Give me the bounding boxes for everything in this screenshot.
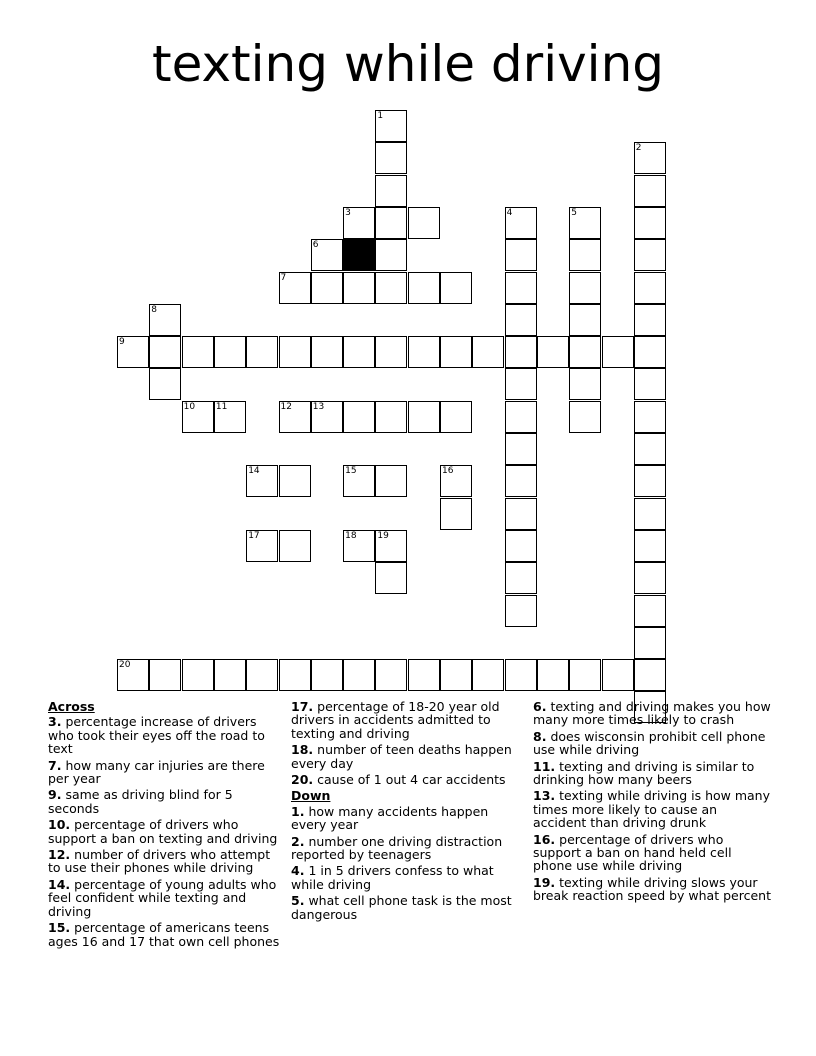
grid-cell[interactable] xyxy=(375,659,407,691)
grid-cell[interactable] xyxy=(246,336,278,368)
grid-cell[interactable] xyxy=(440,272,472,304)
clue-text: does wisconsin prohibit cell phone use while driving xyxy=(533,728,766,758)
grid-cell[interactable] xyxy=(634,659,666,691)
clues-column-1 xyxy=(48,700,280,951)
clue-number: 19 xyxy=(377,530,389,541)
clues-column-2 xyxy=(291,700,523,924)
clue-label: 17. xyxy=(291,699,314,714)
grid-cell[interactable] xyxy=(505,562,537,594)
grid-cell[interactable] xyxy=(182,401,214,433)
grid-cell[interactable] xyxy=(408,336,440,368)
grid-cell[interactable] xyxy=(505,239,537,271)
grid-cell[interactable] xyxy=(634,627,666,659)
clue-text: percentage increase of drivers who took their eyes off the road to text xyxy=(48,714,265,757)
grid-cell[interactable] xyxy=(246,465,278,497)
clue-item xyxy=(291,894,523,921)
grid-cell[interactable] xyxy=(279,401,311,433)
clue-item xyxy=(533,833,771,873)
grid-cell[interactable] xyxy=(569,336,601,368)
clue-label: 5. xyxy=(291,893,305,909)
clue-item xyxy=(533,730,771,757)
clue-number: 3 xyxy=(345,207,351,218)
clue-label: 3. xyxy=(48,714,62,730)
grid-cell[interactable] xyxy=(149,336,181,368)
grid-cell[interactable] xyxy=(343,207,375,239)
grid-cell[interactable] xyxy=(343,530,375,562)
grid-cell[interactable] xyxy=(311,659,343,691)
grid-cell[interactable] xyxy=(343,659,375,691)
grid-cell[interactable] xyxy=(634,433,666,465)
clue-number: 6 xyxy=(312,240,319,251)
grid-cell[interactable] xyxy=(214,401,246,433)
clue-label: 13. xyxy=(533,788,556,804)
grid-cell[interactable] xyxy=(343,336,375,368)
grid-cell[interactable] xyxy=(505,401,537,433)
clue-item xyxy=(48,788,280,815)
grid-cell[interactable] xyxy=(634,401,666,433)
grid-cell[interactable] xyxy=(634,368,666,400)
clue-item xyxy=(48,878,280,918)
clue-label: 18. xyxy=(291,742,314,758)
clue-number: 16 xyxy=(442,466,454,477)
clue-text: percentage of 18-20 year old drivers in accidents admitted to texting and driving xyxy=(291,699,500,741)
grid-cell[interactable] xyxy=(634,336,666,368)
grid-cell[interactable] xyxy=(505,336,537,368)
grid-cell[interactable] xyxy=(537,336,569,368)
grid-cell[interactable] xyxy=(214,659,246,691)
clue-text: percentage of drivers who support a ban on hand held cell phone use while driving xyxy=(533,831,732,874)
clue-item xyxy=(533,876,771,903)
grid-cell[interactable] xyxy=(440,498,472,530)
clue-item xyxy=(48,921,280,948)
clue-number: 13 xyxy=(312,401,325,412)
grid-cell[interactable] xyxy=(505,530,537,562)
grid-cell[interactable] xyxy=(505,272,537,304)
clue-label: 12. xyxy=(48,847,71,863)
section-heading: Across xyxy=(48,699,95,714)
grid-cell[interactable] xyxy=(505,595,537,627)
clue-number: 12 xyxy=(280,401,292,412)
clue-text: what cell phone task is the most dangerous xyxy=(291,893,512,922)
clue-number: 4 xyxy=(506,207,513,218)
clue-number: 2 xyxy=(635,143,642,154)
clue-label: 4. xyxy=(291,863,305,879)
clue-item xyxy=(533,760,771,787)
grid-cell[interactable] xyxy=(375,175,407,207)
grid-cell[interactable] xyxy=(343,401,375,433)
grid-cell[interactable] xyxy=(375,530,407,562)
grid-cell[interactable] xyxy=(149,304,181,336)
grid-cell[interactable] xyxy=(311,336,343,368)
clue-text: number one driving distraction reported by teenagers xyxy=(291,833,503,863)
grid-cell[interactable] xyxy=(569,401,601,433)
clue-text: how many accidents happen every year xyxy=(291,803,489,833)
grid-cell[interactable] xyxy=(569,368,601,400)
clue-item xyxy=(48,848,280,875)
grid-cell[interactable] xyxy=(343,272,375,304)
clue-number: 17 xyxy=(248,530,260,541)
grid-cell[interactable] xyxy=(375,110,407,142)
grid-cell[interactable] xyxy=(569,272,601,304)
clue-text: how many car injuries are there per year xyxy=(48,757,265,787)
grid-cell[interactable] xyxy=(375,465,407,497)
grid-cell[interactable] xyxy=(505,659,537,691)
clue-item xyxy=(48,715,280,755)
clue-item xyxy=(291,805,523,832)
clue-item xyxy=(291,835,523,862)
grid-cell[interactable] xyxy=(311,401,343,433)
grid-cell[interactable] xyxy=(408,207,440,239)
grid-cell[interactable] xyxy=(408,401,440,433)
grid-cell[interactable] xyxy=(634,562,666,594)
grid-cell[interactable] xyxy=(569,239,601,271)
grid-cell[interactable] xyxy=(375,562,407,594)
clue-number: 20 xyxy=(119,660,131,671)
clue-text: cause of 1 out 4 car accidents xyxy=(317,772,506,788)
black-square xyxy=(343,239,375,271)
grid-cell[interactable] xyxy=(214,336,246,368)
clue-label: 19. xyxy=(533,874,556,890)
grid-cell[interactable] xyxy=(440,336,472,368)
clue-text: percentage of drivers who support a ban on texting and driving xyxy=(48,817,278,846)
clue-item xyxy=(291,743,523,770)
clue-number: 8 xyxy=(151,304,158,315)
grid-cell[interactable] xyxy=(182,336,214,368)
clue-item xyxy=(291,700,523,740)
clue-text: percentage of young adults who feel confident while texting and driving xyxy=(48,876,277,919)
clue-label: 6. xyxy=(533,699,547,714)
grid-cell[interactable] xyxy=(634,175,666,207)
grid-cell[interactable] xyxy=(311,272,343,304)
grid-cell[interactable] xyxy=(569,659,601,691)
grid-cell[interactable] xyxy=(375,401,407,433)
clue-label: 8. xyxy=(533,728,547,744)
grid-cell[interactable] xyxy=(117,336,149,368)
clue-label: 10. xyxy=(48,817,71,833)
grid-cell[interactable] xyxy=(408,659,440,691)
grid-cell[interactable] xyxy=(472,659,504,691)
grid-cell[interactable] xyxy=(602,336,634,368)
clue-label: 14. xyxy=(48,876,71,892)
grid-cell[interactable] xyxy=(505,498,537,530)
grid-cell[interactable] xyxy=(634,498,666,530)
clue-label: 16. xyxy=(533,831,556,847)
clue-text: texting and driving makes you how many more times likely to crash xyxy=(533,699,771,728)
clue-item xyxy=(291,864,523,891)
clue-number: 18 xyxy=(345,530,357,541)
grid-cell[interactable] xyxy=(505,433,537,465)
grid-cell[interactable] xyxy=(440,465,472,497)
grid-cell[interactable] xyxy=(408,272,440,304)
clue-item xyxy=(291,773,523,786)
clue-number: 7 xyxy=(280,272,287,283)
grid-cell[interactable] xyxy=(505,465,537,497)
clue-label: 9. xyxy=(48,787,62,803)
clue-text: texting and driving is similar to drinking how many beers xyxy=(533,758,755,788)
clue-number: 15 xyxy=(345,466,357,477)
clue-text: number of drivers who attempt to use their phones while driving xyxy=(48,847,271,876)
puzzle-title: texting while driving xyxy=(151,35,664,93)
grid-cell[interactable] xyxy=(569,207,601,239)
clue-label: 15. xyxy=(48,920,71,936)
grid-cell[interactable] xyxy=(279,272,311,304)
grid-cell[interactable] xyxy=(634,272,666,304)
grid-cell[interactable] xyxy=(472,336,504,368)
clue-text: texting while driving is how many times more likely to cause an accident than driving drunk xyxy=(533,788,770,831)
grid-cell[interactable] xyxy=(634,465,666,497)
clue-label: 7. xyxy=(48,757,62,773)
clues-column-3 xyxy=(533,700,771,906)
clue-item xyxy=(533,700,771,727)
clue-text: texting while driving slows your break reaction speed by what percent xyxy=(533,874,771,904)
grid-cell[interactable] xyxy=(634,239,666,271)
grid-cell[interactable] xyxy=(375,142,407,174)
grid-cell[interactable] xyxy=(634,530,666,562)
grid-cell[interactable] xyxy=(602,659,634,691)
clue-text: percentage of americans teens ages 16 and 17 that own cell phones xyxy=(48,920,280,949)
clue-item xyxy=(48,759,280,786)
grid-cell[interactable] xyxy=(634,304,666,336)
clue-number: 5 xyxy=(571,207,577,218)
grid-cell[interactable] xyxy=(311,239,343,271)
clue-text: same as driving blind for 5 seconds xyxy=(48,787,233,816)
grid-cell[interactable] xyxy=(279,465,311,497)
grid-cell[interactable] xyxy=(375,336,407,368)
grid-cell[interactable] xyxy=(279,336,311,368)
clue-label: 20. xyxy=(291,772,314,788)
grid-cell[interactable] xyxy=(182,659,214,691)
clue-number: 1 xyxy=(377,111,384,121)
grid-cell[interactable] xyxy=(375,272,407,304)
clue-number: 10 xyxy=(183,401,196,412)
grid-cell[interactable] xyxy=(569,304,601,336)
grid-cell[interactable] xyxy=(375,207,407,239)
grid-cell[interactable] xyxy=(279,530,311,562)
grid-cell[interactable] xyxy=(505,304,537,336)
clue-label: 2. xyxy=(291,833,305,849)
grid-cell[interactable] xyxy=(246,659,278,691)
grid-cell[interactable] xyxy=(343,465,375,497)
grid-cell[interactable] xyxy=(117,659,149,691)
clue-item xyxy=(533,789,771,829)
grid-cell[interactable] xyxy=(634,595,666,627)
grid-cell[interactable] xyxy=(149,659,181,691)
grid-cell[interactable] xyxy=(440,659,472,691)
grid-cell[interactable] xyxy=(246,530,278,562)
grid-cell[interactable] xyxy=(505,207,537,239)
grid-cell[interactable] xyxy=(375,239,407,271)
grid-cell[interactable] xyxy=(440,401,472,433)
clue-number: 14 xyxy=(248,466,260,477)
grid-cell[interactable] xyxy=(149,368,181,400)
clue-text: number of teen deaths happen every day xyxy=(291,742,512,771)
grid-cell[interactable] xyxy=(634,142,666,174)
section-heading: Down xyxy=(291,788,331,804)
clue-number: 9 xyxy=(119,337,125,348)
clue-text: 1 in 5 drivers confess to what while driving xyxy=(291,863,494,892)
grid-cell[interactable] xyxy=(634,207,666,239)
grid-cell[interactable] xyxy=(505,368,537,400)
grid-cell[interactable] xyxy=(537,659,569,691)
clue-item xyxy=(48,818,280,845)
clue-number: 11 xyxy=(215,401,228,412)
grid-cell[interactable] xyxy=(279,659,311,691)
clue-label: 1. xyxy=(291,803,305,819)
clue-label: 11. xyxy=(533,758,556,774)
